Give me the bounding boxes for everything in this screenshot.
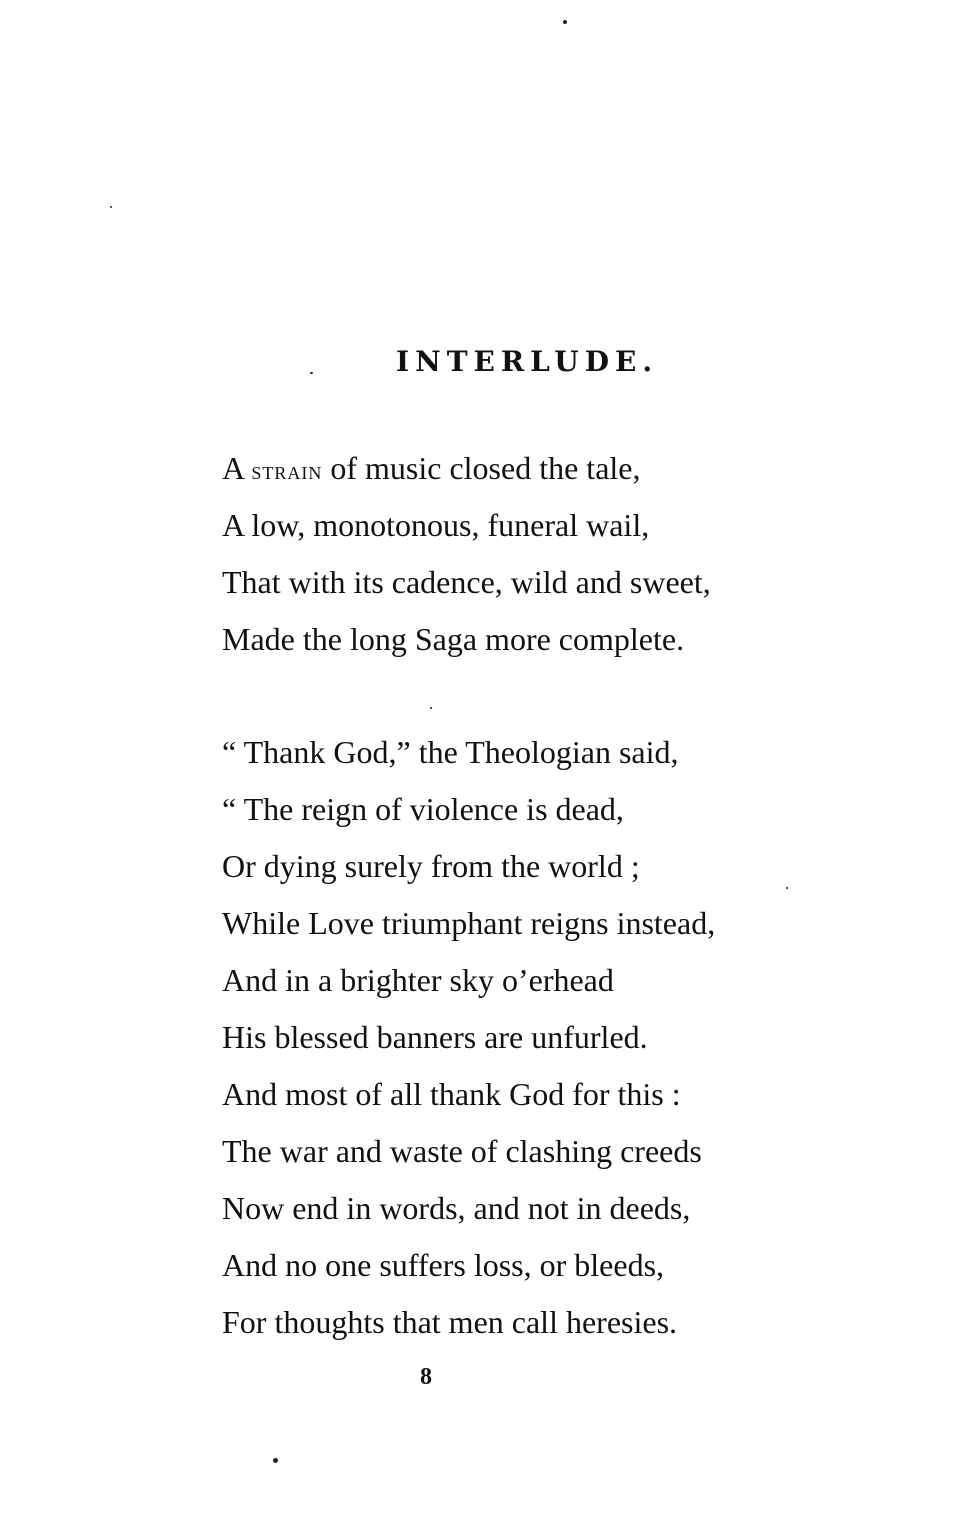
verse-line: Made the long Saga more complete. <box>222 621 685 657</box>
page-title: INTERLUDE. <box>396 345 659 378</box>
verse-line: A low, monotonous, funeral wail, <box>222 507 650 543</box>
page-number: 8 <box>420 1364 432 1390</box>
scan-speck <box>110 206 112 208</box>
verse-line: Now end in words, and not in deeds, <box>222 1190 691 1226</box>
verse-initial: A <box>222 450 244 486</box>
verse-line: For thoughts that men call heresies. <box>222 1304 678 1340</box>
verse-line: “ The reign of violence is dead, <box>222 791 624 827</box>
stanza-one <box>222 440 711 668</box>
scan-speck <box>430 707 432 709</box>
verse-line: And no one suffers loss, or bleeds, <box>222 1247 665 1283</box>
verse-line: Or dying surely from the world ; <box>222 848 640 884</box>
scan-speck <box>273 1458 278 1463</box>
verse-line: That with its cadence, wild and sweet, <box>222 564 711 600</box>
verse-line-rest: of music closed the tale, <box>330 450 641 486</box>
stanza-two <box>222 724 715 1351</box>
scan-speck <box>786 887 788 889</box>
verse-line: While Love triumphant reigns instead, <box>222 905 716 941</box>
verse-line: And most of all thank God for this : <box>222 1076 681 1112</box>
verse-line: The war and waste of clashing creeds <box>222 1133 702 1169</box>
verse-line: And in a brighter sky o’erhead <box>222 962 614 998</box>
scan-speck <box>563 20 567 24</box>
verse-line: “ Thank God,” the Theologian said, <box>222 734 679 770</box>
scan-speck <box>310 372 313 374</box>
verse-line <box>222 440 711 497</box>
verse-smallcaps-word: strain <box>251 456 323 485</box>
verse-line: His blessed banners are unfurled. <box>222 1019 648 1055</box>
